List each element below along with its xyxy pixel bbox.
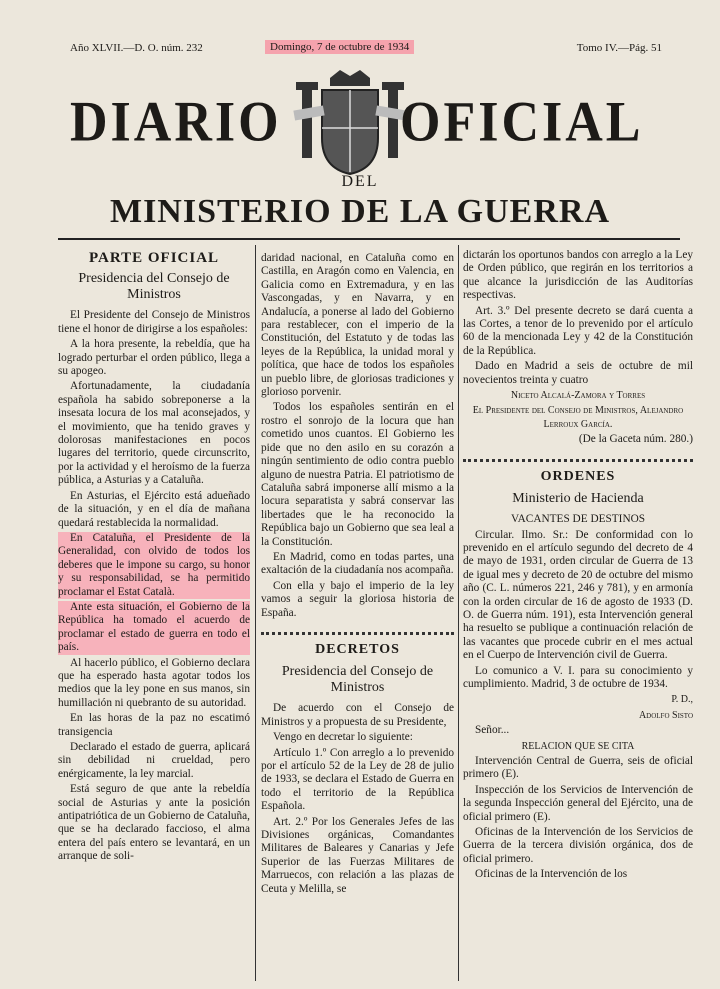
highlighted-paragraph: Ante esta situación, el Gobierno de la República ha tomado el acuerdo de proclamar el estado de guerra en todo el país. — [58, 600, 250, 654]
paragraph: Con ella y bajo el imperio de la ley vamos a seguir la gloriosa historia de España. — [261, 579, 454, 619]
ornamental-rule — [261, 624, 454, 635]
paragraph: Inspección de los Servicios de Intervención de la segunda Inspección general del Ejército, una de oficial primero (E). — [463, 783, 693, 823]
issue-number: Año XLVII.—D. O. núm. 232 — [70, 42, 203, 54]
signature: Niceto Alcalá-Zamora y Torres — [510, 390, 646, 402]
column-divider — [458, 245, 459, 981]
paragraph: A la hora presente, la rebeldía, que ha logrado perturbar el orden público, llega a su apogeo. — [58, 338, 250, 378]
highlighted-paragraph: En Cataluña, el Presidente de la Generalidad, con olvido de todos los deberes que le impone su cargo, su honor y su responsabilidad, se ha permitido proclamar el Estat Català. — [58, 531, 250, 598]
column-1 — [58, 252, 250, 866]
coat-of-arms-icon — [290, 68, 410, 178]
column-2 — [261, 252, 454, 898]
section-ordenes: ORDENES — [540, 468, 616, 484]
ornamental-rule — [463, 451, 693, 462]
masthead-word-diario: DIARIO — [70, 91, 282, 154]
paragraph: En Madrid, como en todas partes, una exaltación de la ciudadanía nos acompaña. — [261, 550, 454, 577]
paragraph: Vengo en decretar lo siguiente: — [273, 731, 413, 744]
masthead-ministry: MINISTERIO DE LA GUERRA — [109, 193, 611, 230]
paragraph: Está seguro de que ante la rebeldía social de Asturias y ante la posición antipatriótica de un Gobierno de Cataluña, que se ha declarado faccioso, el alma entera del país entero se levantará, en un arranque de soli- — [58, 783, 250, 863]
paragraph: dictarán los oportunos bandos con arreglo a la Ley de Orden público, que regirán en los territorios a que alcance la jurisdicción de las Auditorías respectivas. — [463, 249, 693, 302]
masthead-rule — [58, 238, 680, 240]
paragraph: Todos los españoles sentirán en el rostro el sonrojo de la locura que han cometido unos cuantos. El Gobierno les pide que no den asilo en su corazón a ningún sentimiento de odio contra pueblo alguno de nuestra Patria. El patriotismo de Cataluña sabrá imponerse allí mismo a la locura separatista y sabrá conservar las libertades que le ha reconocido la República bajo un Gobierno que sea leal a la Constitución. — [261, 401, 454, 548]
paragraph: Circular. Ilmo. Sr.: De conformidad con lo prevenido en el artículo segundo del decreto de 4 de mayo de 1931, orden circular de Guerra de 13 de igual mes y decreto de 20 de octubre del mismo año (C. L. números 221, 246 y 781), y en armonía con la orden circular de 16 de agosto de 1933 (D. O. de Guerra núm. 191), esta Intervención general ha resuelto se publique a continuación relación de las vacantes que procede cubrir en el mes actual en el Cuerpo de Intervención civil de Guerra. — [463, 528, 693, 662]
paragraph: Dado en Madrid a seis de octubre de mil novecientos treinta y cuatro — [463, 360, 693, 386]
paragraph: Intervención Central de Guerra, seis de oficial primero (E). — [463, 755, 693, 781]
signature: Adolfo Sisto — [638, 709, 693, 721]
paragraph: De acuerdo con el Consejo de Ministros y a propuesta de su Presidente, — [261, 702, 454, 728]
paragraph: Afortunadamente, la ciudadanía española ha sabido sobreponerse a la insesata locura de los mal aconsejados, y el movimiento, que ha tenido graves y dolorosas manifestaciones en pocos lugares del territorio, quede circunscrito, por la actividad y el heroísmo de la fuerza pública, a Asturias y a Cataluña. — [58, 380, 250, 487]
paragraph: Al hacerlo público, el Gobierno declara que ha esperado hasta agotar todos los medios que la ley pone en sus manos, sin humillación ni quebranto de su autoridad. — [58, 656, 250, 709]
paragraph: En Asturias, el Ejército está adueñado de la situación, y en el día de mañana quedará restablecida la normalidad. — [58, 489, 250, 529]
masthead-word-oficial: OFICIAL — [400, 91, 644, 154]
relation-heading: RELACION QUE SE CITA — [521, 740, 635, 752]
paragraph: Declarado el estado de guerra, aplicará sin debilidad ni crueldad, pero enérgicamente, la ley marcial. — [58, 741, 250, 780]
issue-header — [60, 40, 680, 58]
gaceta-reference: (De la Gaceta núm. 280.) — [578, 433, 693, 446]
signature: El Presidente del Consejo de Ministros, Alejandro Lerroux García. — [472, 405, 684, 430]
paragraph: El Presidente del Consejo de Ministros tiene el honor de dirigirse a los españoles: — [58, 309, 250, 335]
volume-page: Tomo IV.—Pág. 51 — [576, 42, 662, 54]
paragraph: Oficinas de la Intervención de los Servicios de Guerra de la tercera división orgánica, dos de oficial primero. — [463, 826, 693, 865]
paragraph: Art. 2.º Por los Generales Jefes de las Divisiones orgánicas, Comandantes Militares de Baleares y Canarias y Jefe Superior de las Fuerzas Militares de Marruecos, con relación a las plazas de Ceuta y Melilla, se — [261, 815, 454, 895]
paragraph: Lo comunico a V. I. para su conocimiento y cumplimiento. Madrid, 3 de octubre de 1934. — [463, 664, 693, 690]
paragraph: Oficinas de la Intervención de los — [475, 868, 628, 881]
paragraph: Art. 3.º Del presente decreto se dará cuenta a las Cortes, a tenor de lo prevenido por el artículo 60 de la mencionada Ley y 42 de la Constitución de la República. — [463, 304, 693, 357]
column-divider — [255, 245, 256, 981]
section-decretos: DECRETOS — [315, 641, 400, 657]
article-heading: Presidencia del Consejo de Ministros — [78, 271, 230, 303]
paragraph: daridad nacional, en Cataluña como en Castilla, en Aragón como en Valencia, en Galicia como en Extremadura, y en las Vascongadas, y en Navarra, y en Andalucía, a ponerse al lado del Gobierno para restablecer, con el imperio de la Constitución, del Estatuto y de todas las leyes de la República, la unidad moral y política, que hace de todos los españoles un pueblo libre, de gloriosas tradiciones y glorioso porvenir. — [261, 252, 454, 399]
article-heading: Presidencia del Consejo de Ministros — [281, 664, 434, 696]
article-heading: Ministerio de Hacienda — [512, 491, 644, 507]
sub-heading: VACANTES DE DESTINOS — [510, 513, 646, 526]
paragraph: Artículo 1.º Con arreglo a lo prevenido por el artículo 52 de la Ley de 28 de julio de 1933, se declara el Estado de Guerra en todo el territorio de la República Española. — [261, 746, 454, 813]
salutation: Señor... — [475, 724, 510, 737]
pd: P. D., — [671, 694, 693, 706]
paragraph: En las horas de la paz no escatimó transigencia — [58, 712, 250, 738]
masthead-del: DEL — [341, 173, 379, 190]
issue-date: Domingo, 7 de octubre de 1934 — [265, 40, 414, 54]
section-parte-oficial: PARTE OFICIAL — [88, 250, 220, 266]
column-3 — [463, 249, 693, 884]
